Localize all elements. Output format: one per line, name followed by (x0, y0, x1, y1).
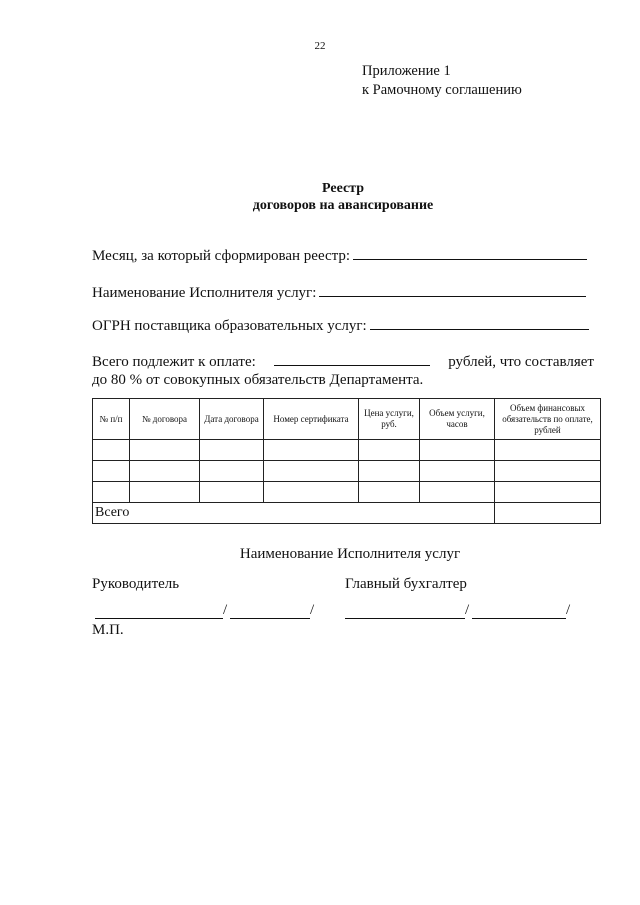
ogrn-field-blank[interactable] (370, 315, 589, 330)
header-date: Дата договора (200, 399, 264, 440)
accountant-label: Главный бухгалтер (345, 576, 467, 592)
table-cell[interactable] (130, 440, 200, 461)
page-number: 22 (314, 40, 326, 52)
header-number: № п/п (93, 399, 130, 440)
accountant-slash-2: / (566, 602, 571, 618)
stamp-place: М.П. (92, 622, 124, 638)
month-field (92, 245, 587, 265)
table-cell[interactable] (130, 482, 200, 503)
table-cell[interactable] (359, 482, 420, 503)
table-cell[interactable] (420, 482, 495, 503)
month-field-label: Месяц, за который сформирован реестр: (92, 248, 351, 264)
org-name-heading: Наименование Исполнителя услуг (239, 546, 461, 562)
table-header-row (93, 399, 601, 440)
table-cell[interactable] (495, 440, 601, 461)
table-row (93, 461, 601, 482)
table-cell[interactable] (130, 461, 200, 482)
table-row (93, 482, 601, 503)
table-cell[interactable] (264, 461, 359, 482)
header-contract: № договора (130, 399, 200, 440)
total-value-cell[interactable] (495, 503, 601, 524)
contractor-field-label: Наименование Исполнителя услуг: (92, 285, 317, 301)
director-name-line[interactable] (230, 604, 310, 619)
contractor-field (92, 282, 586, 302)
director-slash-2: / (310, 602, 315, 618)
total-label-cell: Всего (93, 503, 495, 524)
table-cell[interactable] (495, 482, 601, 503)
contractor-field-blank[interactable] (319, 282, 586, 297)
title-line-1: Реестр (321, 181, 364, 196)
table-cell[interactable] (420, 440, 495, 461)
table-cell[interactable] (93, 482, 130, 503)
accountant-signature-line[interactable] (345, 604, 465, 619)
signature-lines (0, 604, 640, 620)
appendix-note (362, 62, 522, 100)
document-title (0, 180, 640, 214)
table-cell[interactable] (359, 440, 420, 461)
table-cell[interactable] (200, 482, 264, 503)
director-slash-1: / (223, 602, 228, 618)
registry-table (92, 398, 601, 524)
director-label: Руководитель (92, 576, 180, 592)
table-total-row (93, 503, 601, 524)
accountant-name-line[interactable] (472, 604, 566, 619)
total-payment-label: Всего подлежит к оплате: (92, 354, 256, 370)
table-cell[interactable] (264, 482, 359, 503)
title-line-2: договоров на авансирование (252, 198, 434, 213)
header-certificate: Номер сертификата (264, 399, 359, 440)
header-price: Цена услуги, руб. (359, 399, 420, 440)
month-field-blank[interactable] (353, 245, 587, 260)
header-volume: Объем услуги, часов (420, 399, 495, 440)
total-payment-blank[interactable] (274, 351, 430, 366)
ogrn-field (92, 315, 589, 335)
table-cell[interactable] (200, 461, 264, 482)
table-cell[interactable] (495, 461, 601, 482)
total-payment-line-2: до 80 % от совокупных обязательств Департамента. (92, 372, 424, 388)
ogrn-field-label: ОГРН поставщика образовательных услуг: (92, 318, 367, 334)
table-cell[interactable] (93, 461, 130, 482)
total-payment (92, 351, 594, 389)
total-payment-suffix: рублей, что составляет (448, 354, 594, 370)
table-cell[interactable] (264, 440, 359, 461)
table-row (93, 440, 601, 461)
header-obligations: Объем финансовых обязательств по оплате, рублей (495, 399, 601, 440)
director-signature-line[interactable] (95, 604, 223, 619)
table-cell[interactable] (420, 461, 495, 482)
table-cell[interactable] (200, 440, 264, 461)
table-cell[interactable] (93, 440, 130, 461)
appendix-line-1: Приложение 1 (362, 63, 451, 79)
accountant-slash-1: / (465, 602, 470, 618)
table-cell[interactable] (359, 461, 420, 482)
appendix-line-2: к Рамочному соглашению (362, 82, 522, 98)
